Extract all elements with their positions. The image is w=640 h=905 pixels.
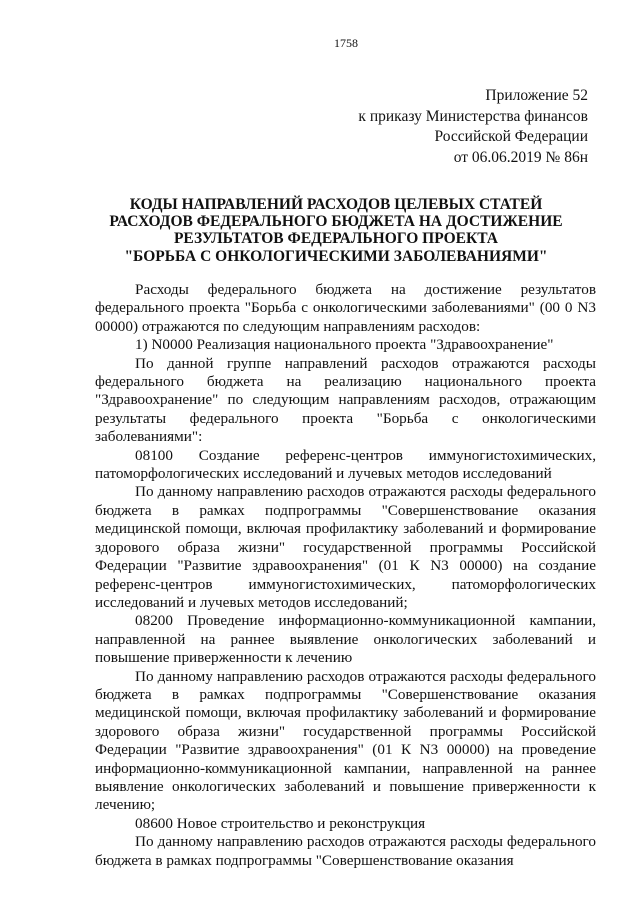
page-number: 1758: [334, 36, 358, 50]
annex-line-3: Российской Федерации: [434, 128, 588, 145]
paragraph-group-description: По данной группе направлений расходов отражаются расходы федерального бюджета на реализацию национального проекта "Здравоохранение" по следующим направлениям расходов, отражающим результаты федерального проекта "Борьба с онкологическими заболеваниями":: [95, 354, 596, 446]
paragraph-code-08100-description: По данному направлению расходов отражаются расходы федерального бюджета в рамках подпрограммы "Совершенствование оказания медицинской помощи, включая профилактику заболеваний и формирование здорового образа жизни" государственной программы Российской Федерации "Развитие здравоохранения" (01 К N3 00000) на создание референс-центров иммуногистохимических, патоморфологических исследований и лучевых методов исследований;: [95, 483, 596, 611]
document-title: [80, 196, 592, 265]
annex-header: [358, 86, 588, 168]
paragraph-group-heading: 1) N0000 Реализация национального проекта "Здравоохранение": [135, 336, 554, 354]
title-line-4: "БОРЬБА С ОНКОЛОГИЧЕСКИМИ ЗАБОЛЕВАНИЯМИ": [124, 247, 548, 265]
paragraph-code-08600-description: По данному направлению расходов отражаются расходы федерального бюджета в рамках подпрограммы "Совершенствование оказания: [95, 833, 596, 869]
paragraph-code-08200-description: По данному направлению расходов отражаются расходы федерального бюджета в рамках подпрограммы "Совершенствование оказания медицинской помощи, включая профилактику заболеваний и формирование здорового образа жизни" государственной программы Российской Федерации "Развитие здравоохранения" (01 К N3 00000) на проведение информационно-коммуникационной кампании, направленной на раннее выявление онкологических заболеваний и повышение приверженности к лечению;: [95, 667, 596, 814]
paragraph-code-08600: 08600 Новое строительство и реконструкция: [135, 814, 426, 832]
paragraph-code-08100: 08100 Создание референс-центров иммуногистохимических, патоморфологических исследований и лучевых методов исследований: [95, 446, 596, 483]
title-line-1: КОДЫ НАПРАВЛЕНИЙ РАСХОДОВ ЦЕЛЕВЫХ СТАТЕЙ: [129, 196, 543, 213]
annex-line-4: от 06.06.2019 № 86н: [453, 148, 588, 166]
annex-line-1: Приложение 52: [485, 87, 588, 104]
paragraph-code-08200: 08200 Проведение информационно-коммуникационной кампании, направленной на раннее выявление онкологических заболеваний и повышение приверженности к лечению: [95, 612, 596, 667]
title-line-3: РЕЗУЛЬТАТОВ ФЕДЕРАЛЬНОГО ПРОЕКТА: [173, 230, 499, 248]
document-body: [95, 281, 596, 870]
title-line-2: РАСХОДОВ ФЕДЕРАЛЬНОГО БЮДЖЕТА НА ДОСТИЖЕНИЕ: [109, 213, 563, 231]
annex-line-2: к приказу Министерства финансов: [358, 107, 588, 125]
paragraph-intro: Расходы федерального бюджета на достижение результатов федерального проекта "Борьба с онкологическими заболеваниями" (00 0 N3 00000) отражаются по следующим направлениям расходов:: [95, 281, 596, 335]
